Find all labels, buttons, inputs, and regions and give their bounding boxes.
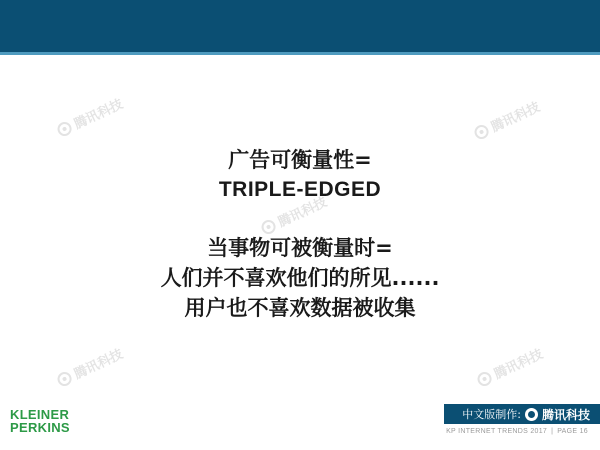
body-line: 人们并不喜欢他们的所见...... — [160, 266, 440, 290]
watermark-text: 腾讯科技 — [488, 99, 543, 136]
watermark-text: 腾讯科技 — [71, 346, 126, 383]
translation-credit — [444, 404, 600, 424]
report-title: KP INTERNET TRENDS 2017 — [446, 428, 548, 435]
watermark-text: 腾讯科技 — [71, 96, 126, 133]
logo-line: PERKINS — [10, 420, 70, 435]
tencent-logo-icon — [525, 408, 538, 421]
tencent-logo-icon — [472, 122, 491, 141]
header-bar — [0, 0, 600, 52]
watermark — [54, 93, 125, 140]
footer-separator: | — [551, 428, 554, 435]
kleiner-perkins-logo — [10, 408, 70, 434]
headline-block — [0, 145, 600, 205]
watermark-text: 腾讯科技 — [275, 194, 330, 231]
credit-brand: 腾讯科技 — [541, 407, 590, 422]
body-block — [0, 233, 600, 323]
watermark — [54, 343, 125, 390]
page-number: PAGE 16 — [557, 428, 588, 435]
logo-line: KLEINER — [10, 407, 70, 422]
watermark-text: 腾讯科技 — [491, 346, 546, 383]
tencent-logo-icon — [55, 369, 74, 388]
header-accent-line — [0, 52, 600, 55]
tencent-logo-icon — [475, 369, 494, 388]
body-line: 当事物可被衡量时= — [207, 236, 393, 260]
headline-line: 广告可衡量性= — [228, 148, 372, 172]
body-line: 用户也不喜欢数据被收集 — [184, 296, 416, 320]
footer — [446, 428, 588, 435]
credit-label: 中文版制作: — [462, 408, 521, 421]
tencent-logo-icon — [55, 119, 74, 138]
headline-line: TRIPLE-EDGED — [218, 178, 382, 201]
watermark — [474, 343, 545, 390]
watermark — [471, 96, 542, 143]
